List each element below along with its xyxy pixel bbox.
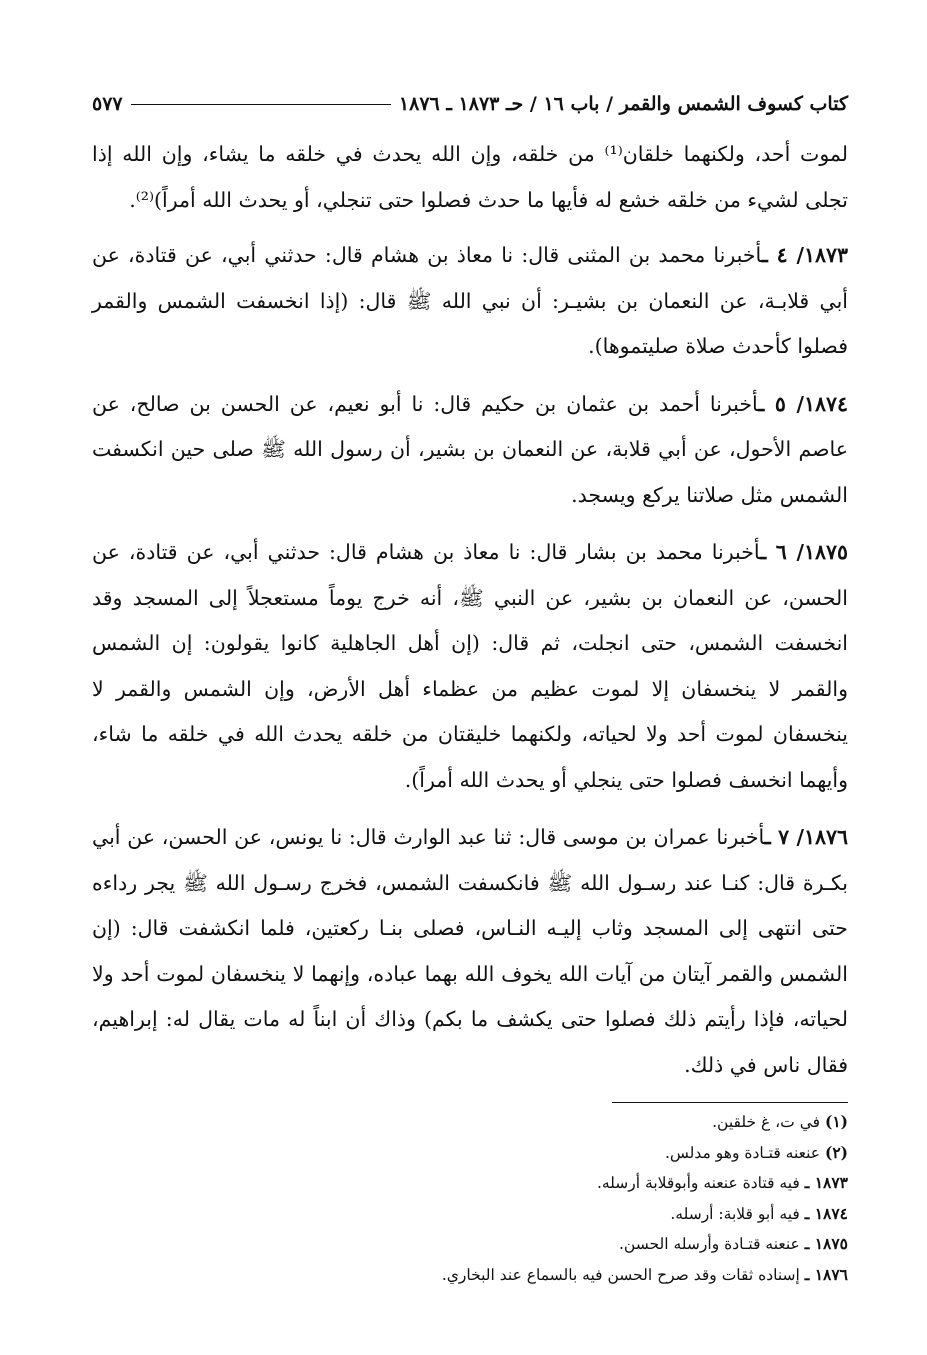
footnote-number: ١٨٧٥ ـ — [804, 1234, 848, 1254]
hadith-number: ١٨٧٥/ ٦ ـ — [760, 540, 848, 564]
footnote — [92, 1168, 848, 1199]
footnote-divider — [612, 1102, 848, 1103]
hadith-number: ١٨٧٦/ ٧ ـ — [764, 825, 849, 849]
paragraph-text: أخبرنا أحمد بن عثمان بن حكيم قال: نا أبو نعيم، عن الحسن بن صالح، عن عاصم الأحول، عن أبي قلابة، عن النعمان بن بشير، أن رسول الله ﷺ صلى حين انكسفت الشمس مثل صلاتنا يركع ويسجد. — [92, 391, 848, 507]
footnote-text: فيه أبو قلابة: أرسله. — [670, 1204, 800, 1223]
footnote-text: إسناده ثقات وقد صرح الحسن فيه بالسماع عند البخاري. — [441, 1265, 800, 1284]
hadith-1874 — [92, 382, 848, 519]
paragraph-text: أخبرنا محمد بن المثنى قال: نا معاذ بن هشام قال: حدثني أبي، عن قتادة، عن أبي قلابـة، عن النعمان بن بشيـر: أن نبي الله ﷺ قال: (إذا انخسفت الشمس والقمر فصلوا كأحدث صلاة صليتموها). — [92, 243, 848, 358]
header-title: كتاب كسوف الشمس والقمر / باب ١٦ / حـ ١٨٧٣ ـ ١٨٧٦ — [398, 93, 848, 115]
footnote — [92, 1107, 848, 1138]
footnote-text: عنعنه قتـادة وهو مدلس. — [664, 1143, 821, 1162]
page-number: ٥٧٧ — [92, 93, 123, 115]
footnote-number: ١٨٧٦ ـ — [804, 1264, 848, 1284]
header-rule — [131, 104, 391, 105]
footnote-number: ١٨٧٣ ـ — [804, 1173, 848, 1193]
paragraph-continuation — [92, 132, 848, 223]
footnote — [92, 1229, 848, 1260]
footnote-text: فيه قتادة عنعنه وأبوقلابة أرسله. — [596, 1174, 800, 1193]
hadith-number: ١٨٧٣/ ٤ ـ — [761, 243, 849, 267]
running-header — [92, 86, 848, 122]
paragraph-text: لموت أحد، ولكنهما خلقان⁽¹⁾ من خلقه، وإن الله يحدث في خلقه ما يشاء، وإن الله إذا تجلى لشيء من خلقه خشع له فأيها ما حدث فصلوا حتى تنجلي، أو يحدث الله أمراً)⁽²⁾. — [92, 142, 849, 212]
hadith-number: ١٨٧٤/ ٥ ـ — [758, 391, 848, 416]
footnote — [92, 1138, 848, 1169]
footnote-text: في ت، غ خلقين. — [712, 1113, 821, 1131]
footnote-number: (٢) — [824, 1142, 848, 1162]
footnote-number: ١٨٧٤ ـ — [804, 1203, 848, 1223]
paragraph-text: أخبرنا محمد بن بشار قال: نا معاذ بن هشام قال: حدثني أبي، عن قتادة، عن الحسن، عن النعمان بن بشير، عن النبي ﷺ، أنه خرج يوماً مستعجلاً إلى المسجد وقد انخسفت الشمس، حتى انجلت، ثم قال: (إن أهل الجاهلية كانوا يقولون: إن الشمس والقمر لا ينخسفان إلا لموت عظيم من عظماء أهل الأرض، وإن الشمس والقمر لا ينخسفان لموت أحد ولا لحياته، ولكنهما خليقتان من خلقه يحدث الله في خلقه ما شاء، وأيهما انخسف فصلوا حتى ينجلي أو يحدث الله أمراً). — [92, 540, 848, 792]
footnote-number: (١) — [824, 1112, 848, 1131]
hadith-1875 — [92, 530, 848, 803]
main-text — [92, 132, 848, 1088]
footnote-text: عنعنه قتـادة وأرسله الحسن. — [618, 1235, 800, 1254]
footnote — [92, 1199, 848, 1230]
hadith-1873 — [92, 233, 848, 370]
footnote — [92, 1260, 848, 1291]
hadith-1876 — [92, 815, 848, 1088]
page — [92, 86, 848, 1291]
footnotes — [92, 1107, 848, 1291]
paragraph-text: أخبرنا عمران بن موسى قال: ثنا عبد الوارث قال: نا يونس، عن الحسن، عن أبي بكـرة قال: كنـا عند رسـول الله ﷺ فانكسفت الشمس، فخرج رسـول الله ﷺ يجر رداءه حتى انتهى إلى المسجد وثاب إليـه النـاس، فصلى بنـا ركعتين، فلما انكشفت قال: (إن الشمس والقمر آيتان من آيات الله يخوف الله بهما عباده، وإنهما لا ينخسفان لموت أحد ولا لحياته، فإذا رأيتم ذلك فصلوا حتى يكشف ما بكم) وذاك أن ابناً له مات يقال له: إبراهيم، فقال ناس في ذلك. — [92, 825, 848, 1077]
